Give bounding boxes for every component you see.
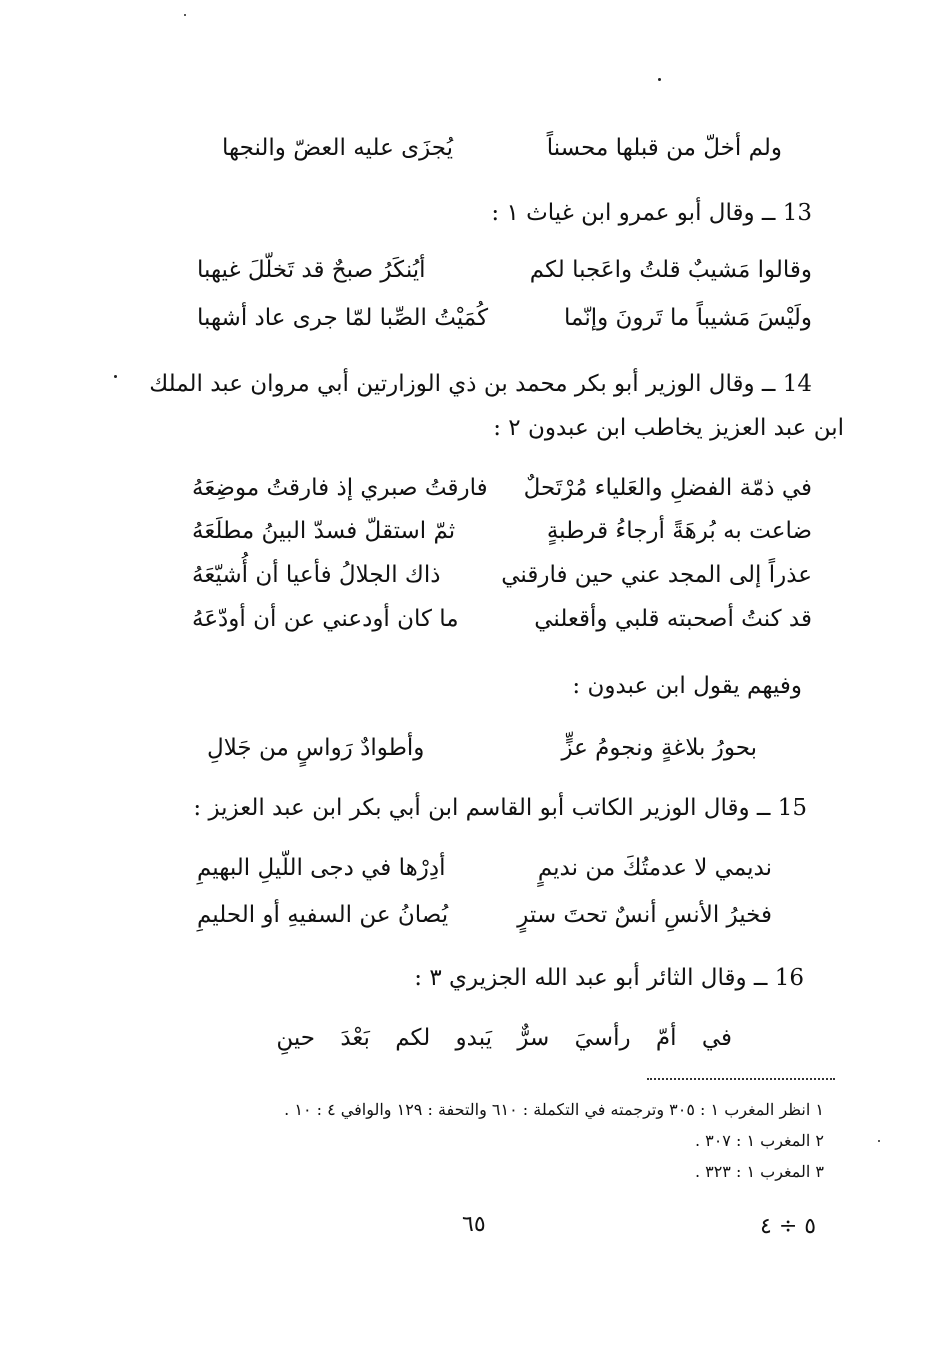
footnote-2: ٢ المغرب ١ : ٣٠٧ .: [694, 1131, 824, 1150]
verse-16-1: في أمّ رأسيَ سرٌّ يَبدو لكم بَعْدَ حينِ: [276, 1025, 732, 1051]
verse-hemistich-left: ثمّ استقلّ فسدّ البينُ مطلَعَهُ: [192, 518, 456, 544]
scan-speck: [184, 14, 186, 16]
section-13-heading: 13 ــ وقال أبو عمرو ابن غياث ١ :: [491, 200, 812, 226]
verse-13-1: [197, 252, 812, 288]
section-14-heading-line2: ابن عبد العزيز يخاطب ابن عبدون ٢ :: [493, 415, 844, 441]
verse-hemistich-left: ما كان أودعني عن أن أودّعَهُ: [192, 606, 459, 632]
footnote-3: ٣ المغرب ١ : ٣٢٣ .: [694, 1162, 824, 1181]
verse-14-3: [192, 557, 812, 593]
verse-hemistich-right: في ذمّة الفضلِ والعَلياء مُرْتَحلٌ: [523, 475, 812, 501]
verse-opening: [222, 130, 782, 166]
verse-hemistich-left: أدِرْها في دجى اللّيلِ البهيمِ: [197, 855, 446, 881]
scan-speck: [658, 78, 661, 81]
verse-hemistich-left: وأطوادٌ رَواسٍ من جَلالِ: [207, 735, 425, 761]
section-14-intro2: وفيهم يقول ابن عبدون :: [572, 673, 802, 699]
verse-14-2: [192, 513, 812, 549]
verse-hemistich-right: ولَيْسَ مَشيباً ما تَرونَ وإنّما: [564, 305, 812, 331]
verse-hemistich-left: فارقتُ صبري إذ فارقتُ موضِعَهُ: [192, 475, 488, 501]
verse-15-2: [197, 897, 772, 933]
verse-hemistich-right: فخيرُ الأنسِ أنسٌ تحتَ سترٍ: [517, 902, 772, 928]
verse-hemistich-right: بحورُ بلاغةٍ ونجومُ عزٍّ: [561, 735, 757, 761]
verse-hemistich-left: ذاك الجلالُ فأعيا أن أُشيّعَهُ: [192, 562, 441, 588]
verse-14-5: [207, 730, 757, 766]
section-16-heading: 16 ــ وقال الثائر أبو عبد الله الجزيري ٣ :: [414, 965, 804, 991]
verse-15-1: [197, 850, 772, 886]
verse-hemistich-right: ولم أخلّ من قبلها محسناً: [546, 135, 782, 161]
verse-hemistich-right: قد كنتُ أصحبته قلبي وأقعلني: [534, 606, 812, 632]
verse-hemistich-left: يُصانُ عن السفيهِ أو الحليمِ: [197, 902, 449, 928]
verse-hemistich-right: ضاعت به بُرهَةً أرجاءُ قرطبةٍ: [546, 518, 812, 544]
verse-hemistich-left: يُجزَى عليه العضّ والنجها: [222, 135, 454, 161]
scan-speck: [878, 1140, 880, 1142]
verse-hemistich-right: عذراً إلى المجد عني حين فارقني: [501, 562, 812, 588]
footnote-separator: [647, 1078, 835, 1080]
section-14-heading-line1: 14 ــ وقال الوزير أبو بكر محمد بن ذي الوزارتين أبي مروان عبد الملك: [149, 371, 812, 397]
scan-speck: [114, 375, 117, 378]
section-15-heading: 15 ــ وقال الوزير الكاتب أبو القاسم ابن أبي بكر ابن عبد العزيز :: [193, 795, 807, 821]
page-number: ٦٥: [462, 1212, 486, 1237]
verse-hemistich-right: وقالوا مَشيبٌ قلتُ واعَجبا لكم: [529, 257, 812, 283]
verse-13-2: [197, 300, 812, 336]
signature-mark: ٥ ÷ ٤: [760, 1214, 817, 1239]
footnote-1: ١ انظر المغرب ١ : ٣٠٥ وترجمته في التكملة : ٦١٠ والتحفة : ١٢٩ والوافي ٤ : ١٠ .: [284, 1100, 824, 1119]
verse-14-1: [192, 470, 812, 506]
verse-hemistich-left: كُمَيْتُ الصِّبا لمّا جرى عاد أشهبا: [197, 305, 489, 331]
verse-hemistich-right: نديمي لا عدمتُكَ من نديمٍ: [537, 855, 772, 881]
verse-hemistich-left: أيُنكَرُ صبحٌ قد تَخلّلَ غيهبا: [197, 257, 426, 283]
verse-14-4: [192, 601, 812, 637]
